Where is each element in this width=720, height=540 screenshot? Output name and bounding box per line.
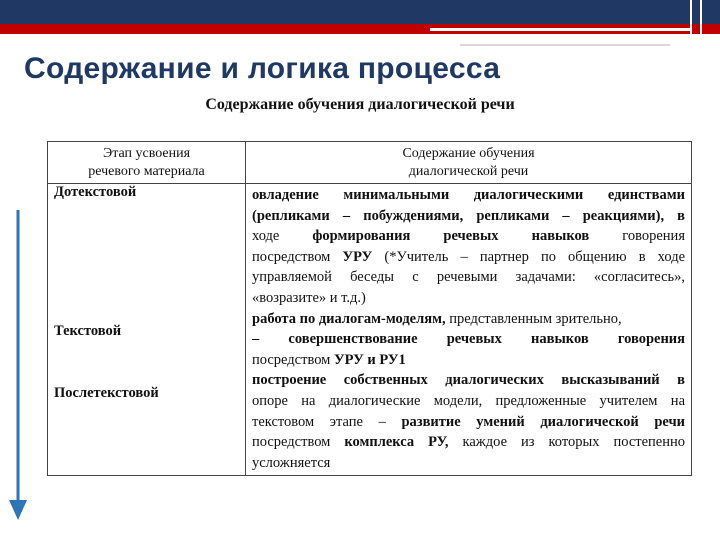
stage-column — [48, 184, 246, 476]
banner-divider — [690, 0, 692, 34]
table-header-row — [48, 142, 692, 184]
slide-title: Содержание и логика процесса — [24, 52, 501, 85]
header-content: Содержание обучения диалогической речи — [246, 142, 692, 184]
header-stage: Этап усвоения речевого материала — [48, 142, 246, 184]
table-row — [48, 184, 692, 476]
banner-stripe — [460, 44, 670, 46]
content-block-text: работа по диалогам-моделям, представленным зрительно, – совершенствование речевых навыков говорения посредством УРУ и РУ1 — [252, 310, 685, 368]
content-table — [47, 141, 692, 476]
content-column — [246, 184, 692, 476]
content-block-pretext: овладение минимальными диалогическими единствами (репликами – побуждениями, репликами – реакциями), в ходе формирования речевых навыков говорения посредством УРУ (*Учитель – партнер по общению в ходе управляемой беседы с речевыми задачами: «согласитесь», «возразите» и т.д.) — [252, 187, 686, 306]
stage-label: Дотекстовой — [54, 184, 137, 200]
banner-stripe — [430, 28, 690, 31]
stage-label: Текстовой — [54, 323, 122, 339]
stage-label: Послетекстовой — [54, 385, 159, 401]
content-block-posttext: построение собственных диалогических высказываний в опоре на диалогические модели, предложенные учителем на текстовом этапе – развитие умений диалогической речи посредством комплекса РУ, каждое из которых постепенно усложняется — [252, 372, 686, 471]
banner-divider — [700, 0, 702, 34]
table-caption: Содержание обучения диалогической речи — [205, 96, 515, 113]
top-banner-bar — [0, 0, 720, 24]
down-arrow-icon — [6, 210, 30, 522]
